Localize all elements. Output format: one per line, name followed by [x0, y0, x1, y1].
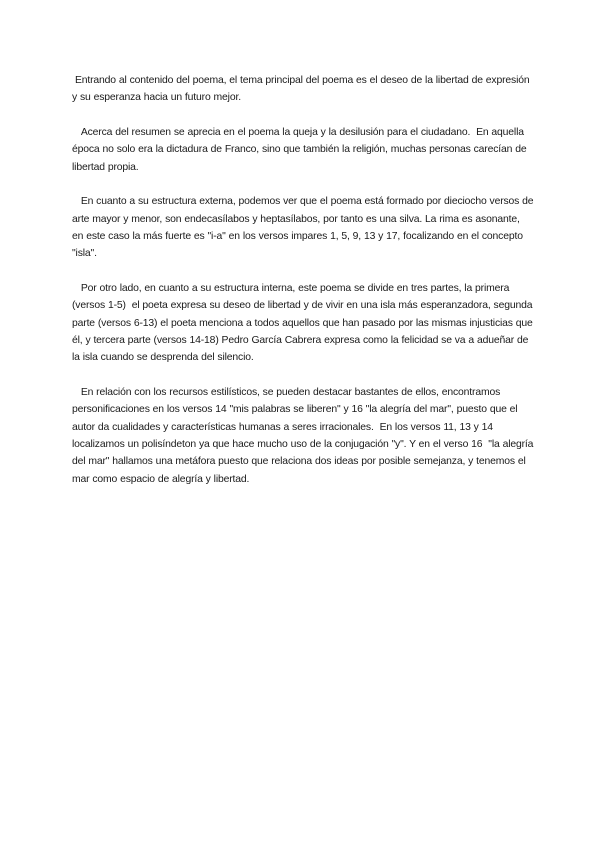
document-body	[72, 72, 537, 505]
paragraph-external-structure: En cuanto a su estructura externa, podemos ver que el poema está formado por dieciocho versos de arte mayor y menor, son endecasílabos y heptasílabos, por tanto es una silva. La rima es asonante, en este caso la más fuerte es "i-a" en los versos impares 1, 5, 9, 13 y 17, focalizando en el concepto "isla".	[72, 196, 537, 260]
paragraph-stylistic-resources: En relación con los recursos estilísticos, se pueden destacar bastantes de ellos, encontramos personificaciones en los versos 14 "mis palabras se liberen" y 16 "la alegría del mar", puesto que el autor da cualidades y características humanas a seres irracionales. En los versos 11, 13 y 14 localizamos un polisíndeton ya que hace mucho uso de la conjugación "y". Y en el verso 16 "la alegría del mar" hallamos una metáfora puesto que relaciona dos ideas por posible semejanza, y tenemos el mar como espacio de alegría y libertad.	[72, 387, 537, 485]
paragraph-internal-structure: Por otro lado, en cuanto a su estructura interna, este poema se divide en tres partes, la primera (versos 1-5) el poeta expresa su deseo de libertad y de vivir en una isla más esperanzadora, segunda parte (versos 6-13) el poeta menciona a todos aquellos que han pasado por las mismas injusticias que él, y tercera parte (versos 14-18) Pedro García Cabrera expresa como la felicidad se va a adueñar de la isla cuando se desprenda del silencio.	[72, 283, 536, 364]
paragraph-theme: Entrando al contenido del poema, el tema principal del poema es el deseo de la libertad de expresión y su esperanza hacia un futuro mejor.	[72, 75, 533, 104]
paragraph-summary: Acerca del resumen se aprecia en el poema la queja y la desilusión para el ciudadano. En aquella época no solo era la dictadura de Franco, sino que también la religión, muchas personas carecían de libertad propia.	[72, 127, 530, 173]
